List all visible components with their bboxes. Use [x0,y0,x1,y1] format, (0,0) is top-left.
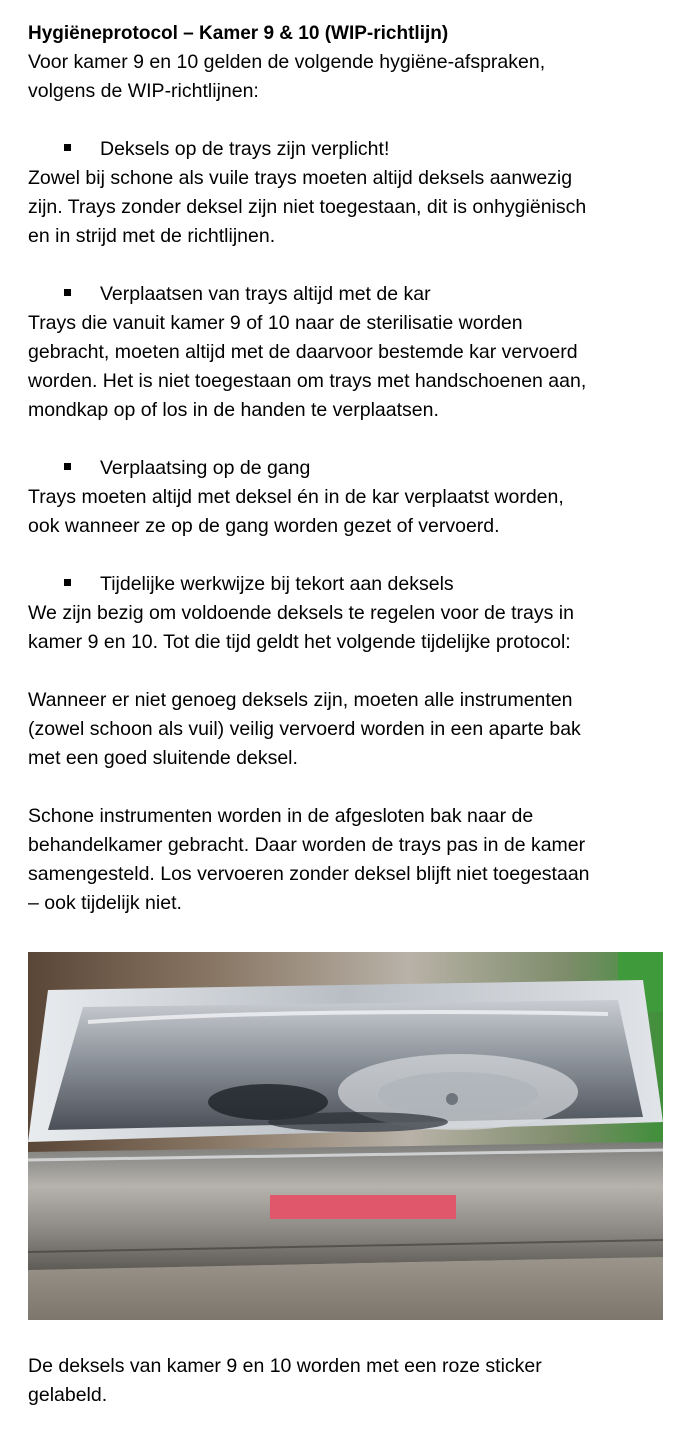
paragraph-line: Schone instrumenten worden in de afgesloten bak naar de [28,805,534,827]
paragraph-line: Zowel bij schone als vuile trays moeten altijd deksels aanwezig [28,167,573,189]
caption-line: De deksels van kamer 9 en 10 worden met een roze sticker [28,1355,542,1377]
pink-sticker [270,1195,456,1219]
document-title: Hygiëneprotocol – Kamer 9 & 10 (WIP-richtlijn) [28,23,449,44]
paragraph-line: gebracht, moeten altijd met de daarvoor bestemde kar vervoerd [28,341,578,363]
bullet-item-temporary [28,570,662,599]
bullet-text: Deksels op de trays zijn verplicht! [100,138,390,160]
paragraph-line: en in strijd met de richtlijnen. [28,225,276,247]
tray-photo-drawing [28,952,663,1320]
paragraph-line: behandelkamer gebracht. Daar worden de trays pas in de kamer [28,834,586,856]
intro-line-2: volgens de WIP-richtlijnen: [28,80,259,102]
paragraph-line: Wanneer er niet genoeg deksels zijn, moeten alle instrumenten [28,689,573,711]
bullet-text: Verplaatsen van trays altijd met de kar [100,283,431,305]
paragraph-line: met een goed sluitende deksel. [28,747,298,769]
photo-caption [28,1352,658,1410]
paragraph-line: worden. Het is niet toegestaan om trays met handschoenen aan, [28,370,587,392]
square-bullet-icon [64,144,71,151]
paragraph-line: ook wanneer ze op de gang worden gezet of vervoerd. [28,515,500,537]
caption-line: gelabeld. [28,1384,108,1406]
paragraph-line: zijn. Trays zonder deksel zijn niet toegestaan, dit is onhygiënisch [28,196,587,218]
paragraph-line: Trays moeten altijd met deksel én in de kar verplaatst worden, [28,486,564,508]
bullet-item-lids [28,135,662,164]
paragraph-line: We zijn bezig om voldoende deksels te regelen voor de trays in [28,602,574,624]
paragraph-line: Trays die vanuit kamer 9 of 10 naar de sterilisatie worden [28,312,523,334]
bullet-text: Tijdelijke werkwijze bij tekort aan deksels [100,573,454,595]
square-bullet-icon [64,463,71,470]
paragraph-line: mondkap op of los in de handen te verplaatsen. [28,399,439,421]
intro-line-1: Voor kamer 9 en 10 gelden de volgende hygiëne-afspraken, [28,51,546,73]
bullet-text: Verplaatsing op de gang [100,457,311,479]
square-bullet-icon [64,289,71,296]
paragraph-line: kamer 9 en 10. Tot die tijd geldt het volgende tijdelijke protocol: [28,631,571,653]
paragraph-line: (zowel schoon als vuil) veilig vervoerd worden in een aparte bak [28,718,581,740]
bullet-item-cart [28,280,662,309]
bullet-item-hallway [28,454,662,483]
square-bullet-icon [64,579,71,586]
paragraph-line: samengesteld. Los vervoeren zonder deksel blijft niet toegestaan [28,863,590,885]
tray-photo [28,952,663,1320]
paragraph-line: – ook tijdelijk niet. [28,892,182,914]
